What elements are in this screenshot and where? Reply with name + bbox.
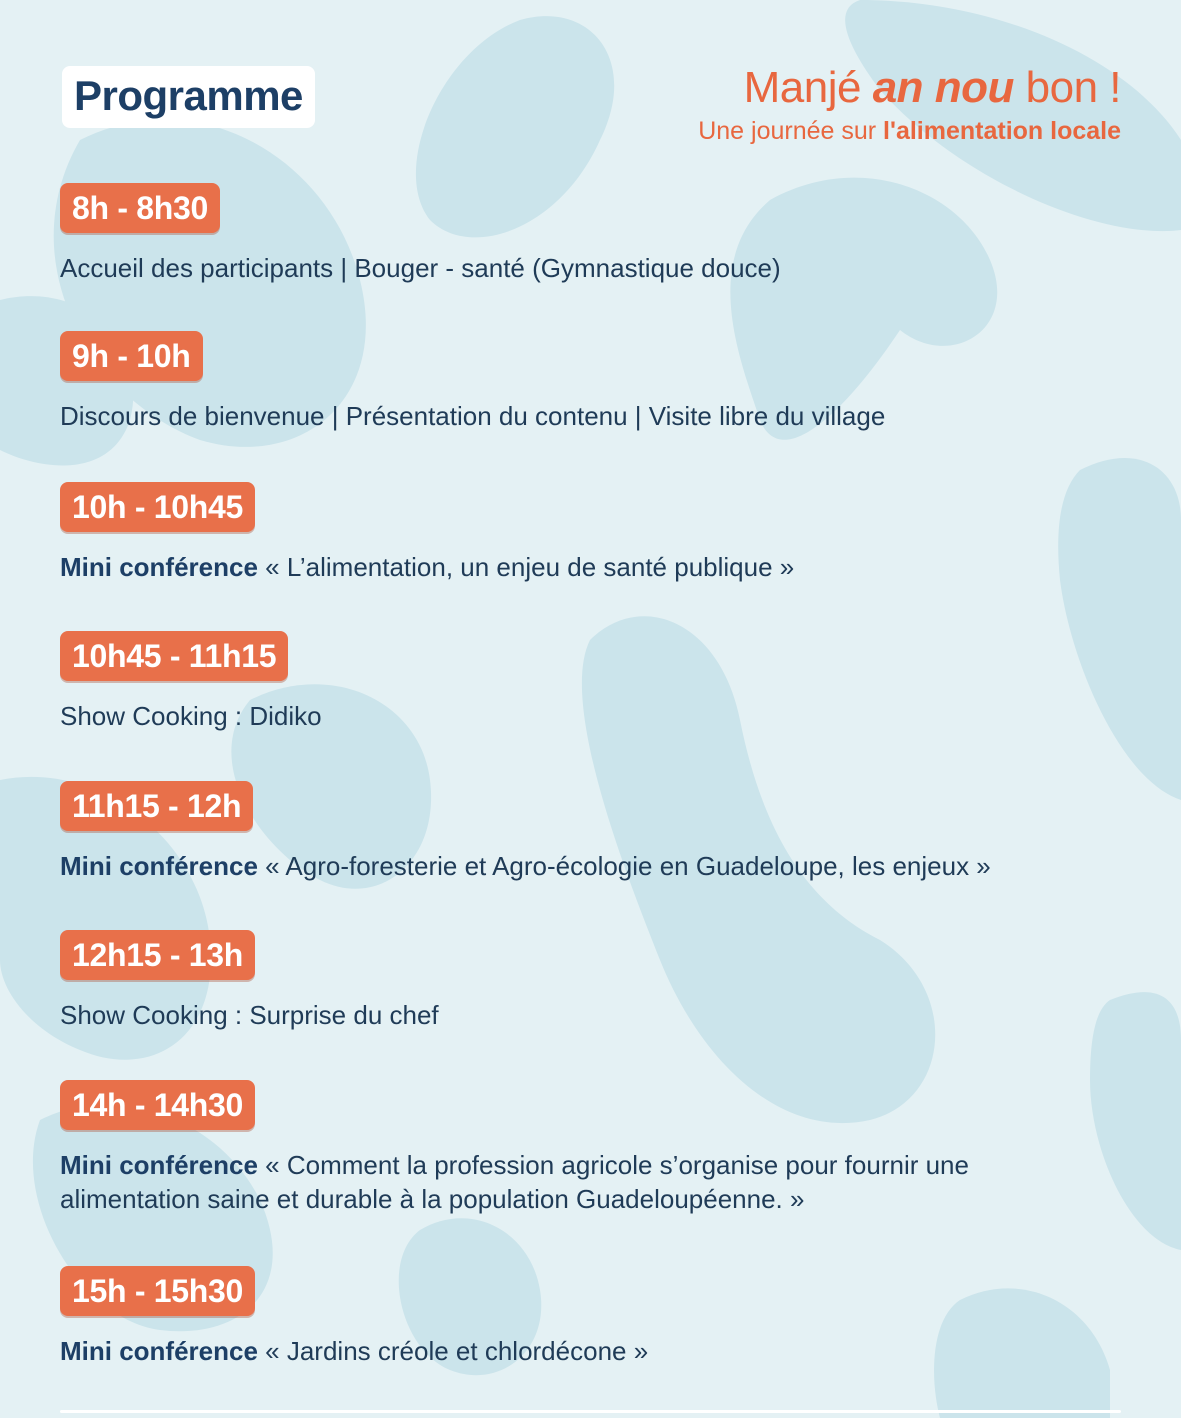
page-title: Programme (62, 66, 315, 128)
event-name-part1: Manjé (743, 63, 873, 112)
session-text: « L’alimentation, un enjeu de santé publique » (257, 552, 795, 582)
schedule-item (60, 1266, 1080, 1368)
time-badge: 12h15 - 13h (60, 930, 255, 980)
session-text: Discours de bienvenue | Présentation du contenu | Visite libre du village (60, 401, 886, 431)
event-name-emphasis: an nou (872, 63, 1014, 112)
session-text: « Comment la profession agricole s’organise pour fournir une alimentation saine et durable à la population Guadeloupéenne. » (60, 1150, 969, 1214)
session-text: Show Cooking : Didiko (60, 701, 322, 731)
session-text: « Jardins créole et chlordécone » (257, 1336, 649, 1366)
event-name (698, 62, 1121, 114)
session-type: Mini conférence (60, 1336, 258, 1366)
session-text: « Agro-foresterie et Agro-écologie en Guadeloupe, les enjeux » (257, 851, 991, 881)
event-name-part2: bon ! (1013, 63, 1121, 112)
schedule-item (60, 482, 1080, 584)
session-type: Mini conférence (60, 851, 258, 881)
schedule-description (60, 399, 1080, 433)
schedule-description (60, 849, 1080, 883)
session-text: Accueil des participants | Bouger - santé (Gymnastique douce) (60, 253, 781, 283)
time-badge: 14h - 14h30 (60, 1080, 255, 1130)
schedule-item (60, 930, 1080, 1032)
time-badge: 8h - 8h30 (60, 183, 220, 233)
schedule-description (60, 1334, 1080, 1368)
schedule-item (60, 1080, 1080, 1216)
schedule-item (60, 781, 1080, 883)
schedule-item (60, 331, 1080, 433)
schedule-item (60, 183, 1080, 285)
bottom-divider (60, 1410, 1121, 1413)
schedule-item (60, 631, 1080, 733)
session-type: Mini conférence (60, 1150, 258, 1180)
time-badge: 10h - 10h45 (60, 482, 255, 532)
schedule-description (60, 699, 1080, 733)
session-type: Mini conférence (60, 552, 258, 582)
schedule-description (60, 550, 1080, 584)
time-badge: 10h45 - 11h15 (60, 631, 288, 681)
schedule-description (60, 251, 1080, 285)
time-badge: 9h - 10h (60, 331, 203, 381)
session-text: Show Cooking : Surprise du chef (60, 1000, 439, 1030)
schedule-description (60, 1148, 1080, 1216)
event-brand (698, 62, 1121, 148)
time-badge: 11h15 - 12h (60, 781, 253, 831)
time-badge: 15h - 15h30 (60, 1266, 255, 1316)
event-subtitle (698, 114, 1121, 148)
event-subtitle-normal: Une journée sur (698, 117, 884, 145)
event-subtitle-bold: l'alimentation locale (883, 117, 1121, 145)
schedule-description (60, 998, 1080, 1032)
